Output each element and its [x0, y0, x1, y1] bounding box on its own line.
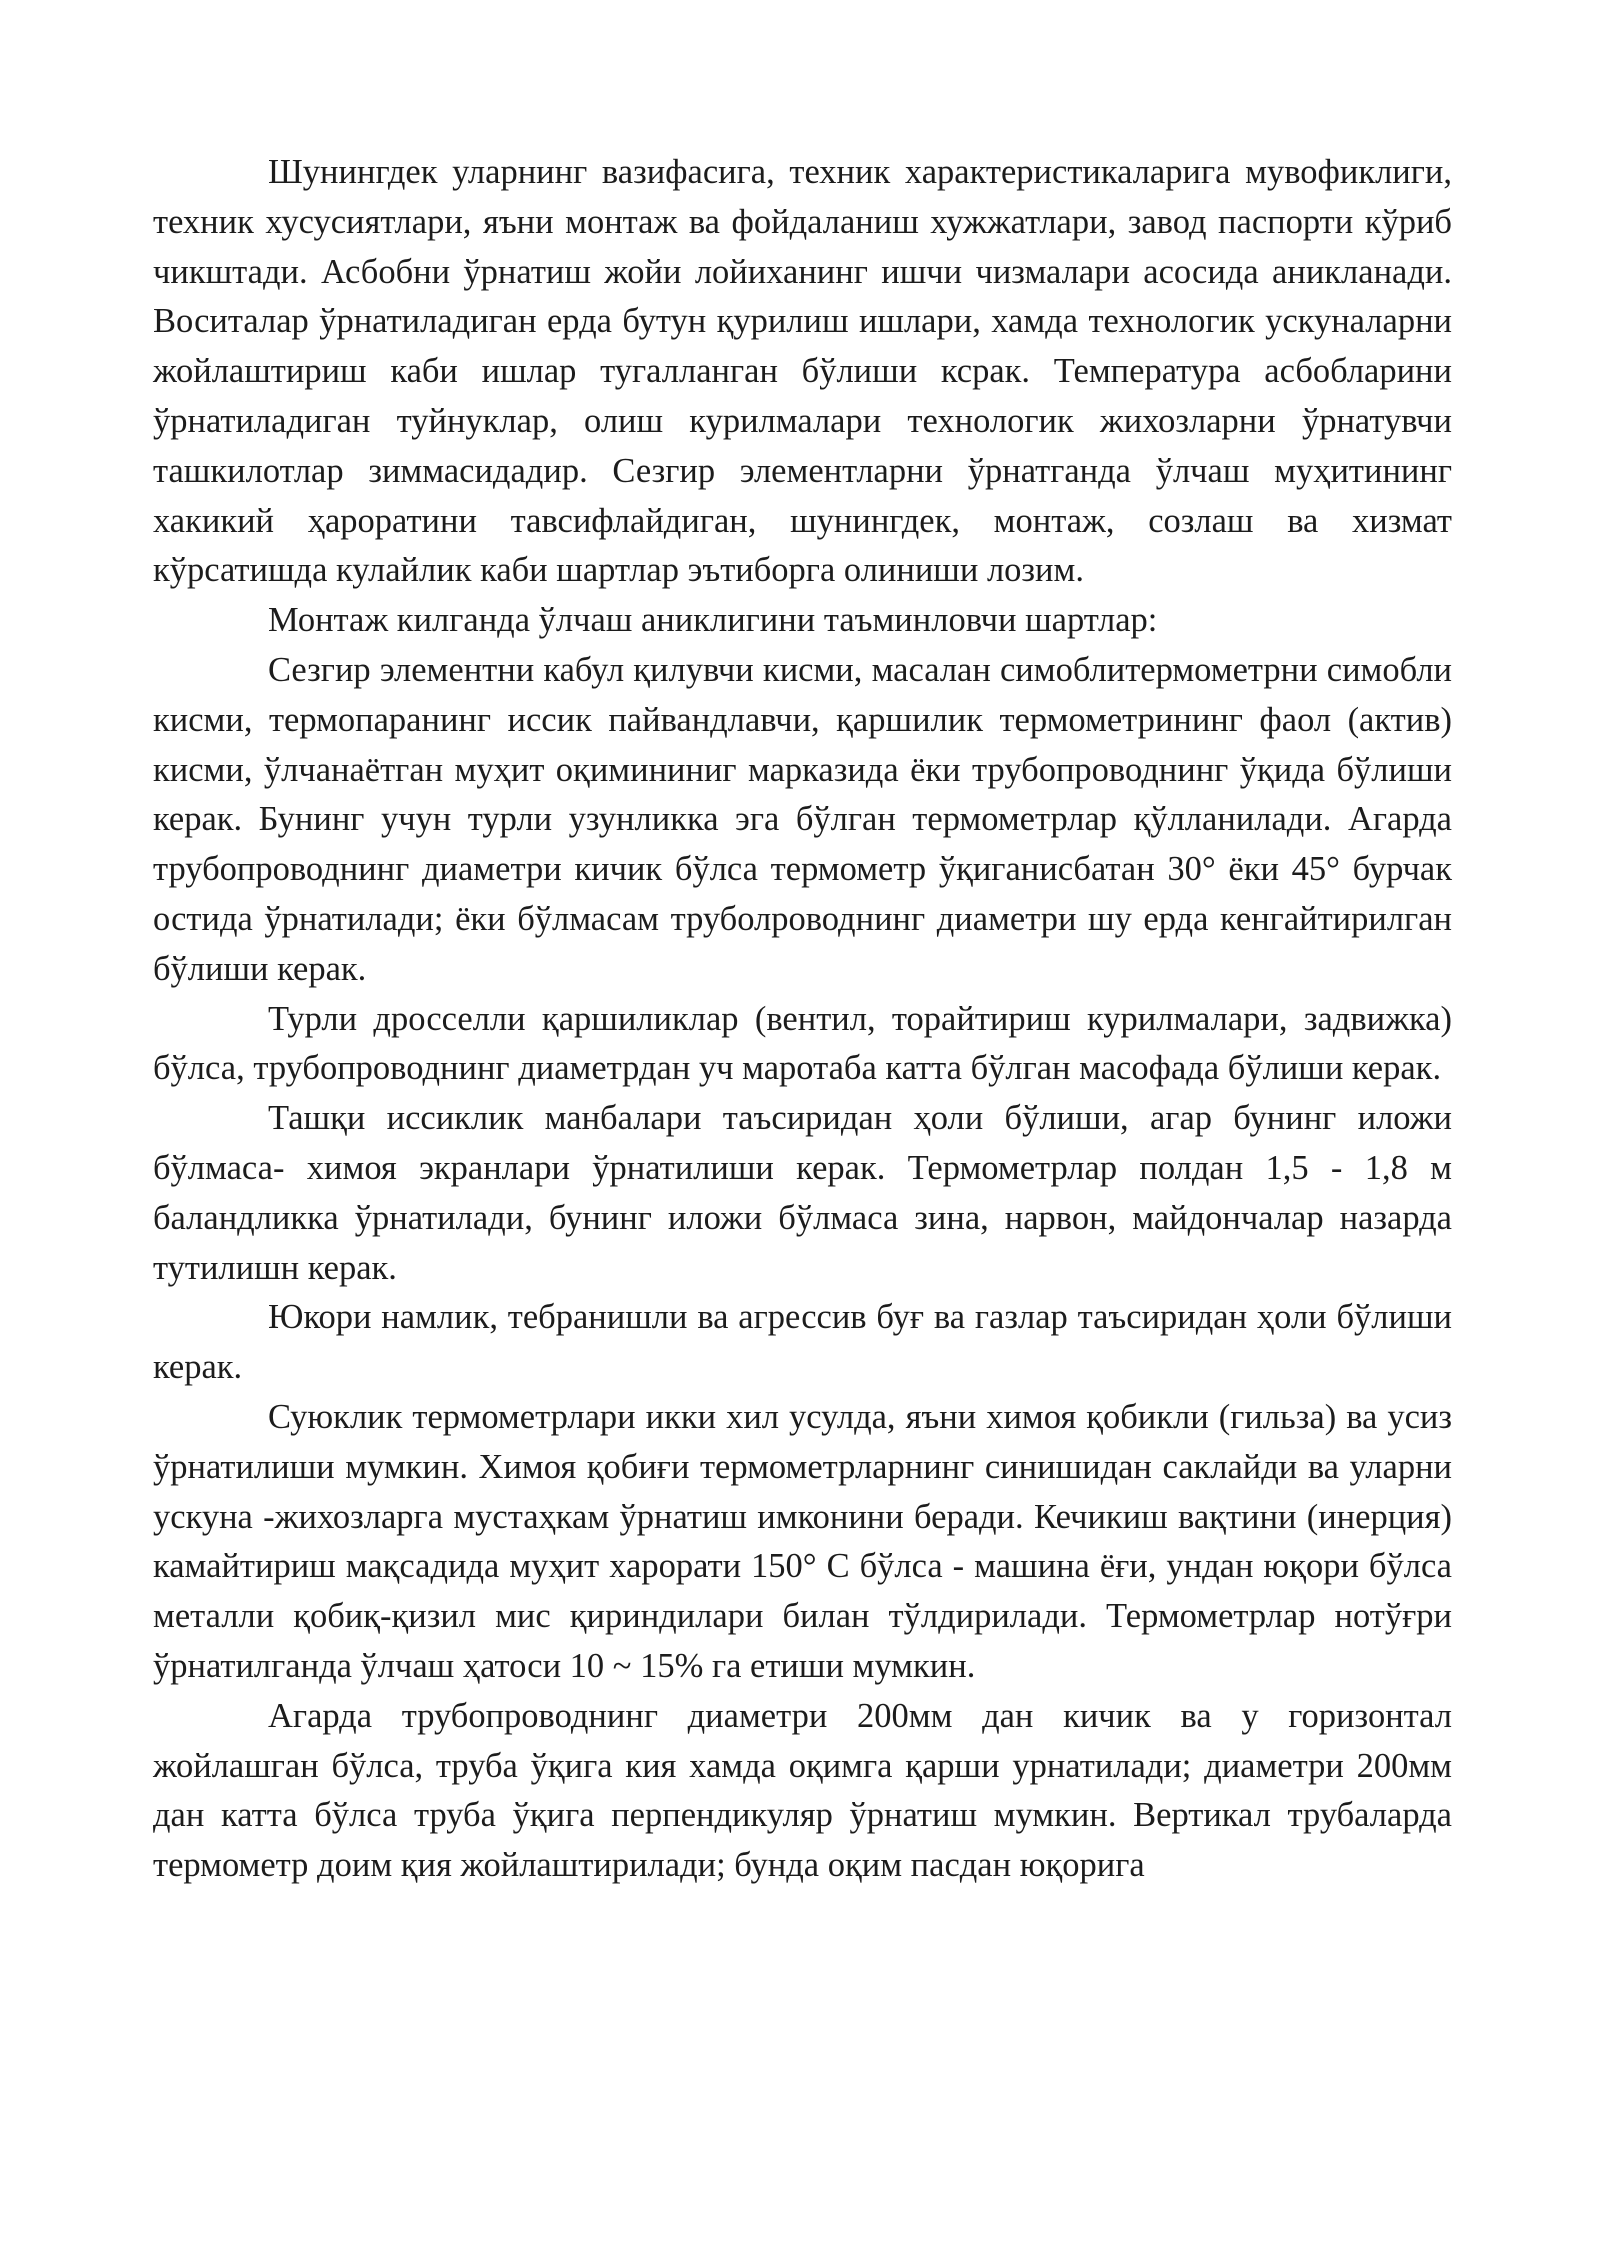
paragraph-throttle-resistances: Турли дросселли қаршиликлар (вентил, торайтириш курилмалари, задвижка) бўлса, трубопроводнинг диаметрдан уч маротаба катта бўлган масофада бўлиши керак.	[153, 999, 1452, 1088]
paragraph-sensing-element: Сезгир элементни кабул қилувчи кисми, масалан симоблитермометрни симобли кисми, термопаранинг иссик пайвандлавчи, қаршилик термометрининг фаол (актив) кисми, ўлчанаётган муҳит оқимининиг марказида ёки трубопроводнинг ўқида бўлиши керак. Бунинг учун турли узунликка эга бўлган термометрлар қўлланилади. Агарда трубопроводнинг диаметри кичик бўлса термометр ўқиганисбатан 30° ёки 45° бурчак остида ўрнатилади; ёки бўлмасам труболроводнинг диаметри шу ерда кенгайтирилган бўлиши керак.	[153, 650, 1452, 988]
document-page	[153, 148, 1452, 1891]
paragraph-humidity-vibration: Юкори намлик, тебранишли ва агрессив буғ ва газлар таъсиридан ҳоли бўлиши керак.	[153, 1298, 1452, 1387]
paragraph-installation-requirements: Шунингдек уларнинг вазифасига, техник характеристикаларига мувофиклиги, техник хусусиятлари, яъни монтаж ва фойдаланиш хужжатлари, завод паспорти кўриб чикштади. Асбобни ўрнатиш жойи лойиханинг ишчи чизмалари асосида аникланади. Воситалар ўрнатиладиган ерда бутун қурилиш ишлари, хамда технологик ускуналарни жойлаштириш каби ишлар тугалланган бўлиши ксрак. Температура асбобларини ўрнатиладиган туйнуклар, олиш курилмалари технологик жихозларни ўрнатувчи ташкилотлар зиммасидадир. Сезгир элементларни ўрнатганда ўлчаш муҳитининг хакикий ҳароратини тавсифлайдиган, шунингдек, монтаж, созлаш ва хизмат кўрсатишда кулайлик каби шартлар эътиборга олиниши лозим.	[153, 153, 1452, 590]
paragraph-accuracy-conditions-heading: Монтаж килганда ўлчаш аниклигини таъминловчи шартлар:	[268, 601, 1158, 640]
paragraph-external-heat-sources: Ташқи иссиклик манбалари таъсиридан ҳоли бўлиши, агар бунинг иложи бўлмаса- химоя экранлари ўрнатилиши керак. Термометрлар полдан 1,5 - 1,8 м баландликка ўрнатилади, бунинг иложи бўлмаса зина, нарвон, майдончалар назарда тутилишн керак.	[153, 1099, 1452, 1287]
paragraph-liquid-thermometers: Суюклик термометрлари икки хил усулда, яъни химоя қобикли (гильза) ва усиз ўрнатилиши мумкин. Химоя қобиғи термометрларнинг синишидан саклайди ва уларни ускуна -жихозларга мустаҳкам ўрнатиш имконини беради. Кечикиш вақтини (инерция) камайтириш мақсадида муҳит харорати 150° С бўлса - машина ёғи, ундан юқори бўлса металли қобиқ-қизил мис қириндилари билан тўлдирилади. Термометрлар нотўғри ўрнатилганда ўлчаш ҳатоси 10 ~ 15% га етиши мумкин.	[153, 1397, 1452, 1685]
paragraph-pipeline-diameter: Агарда трубопроводнинг диаметри 200мм дан кичик ва у горизонтал жойлашган бўлса, труба ўқига кия хамда оқимга қарши урнатилади; диаметри 200мм дан катта бўлса труба ўқига перпендикуляр ўрнатиш мумкин. Вертикал трубаларда термометр доим қия жойлаштирилади; бунда оқим пасдан юқорига	[153, 1696, 1452, 1885]
